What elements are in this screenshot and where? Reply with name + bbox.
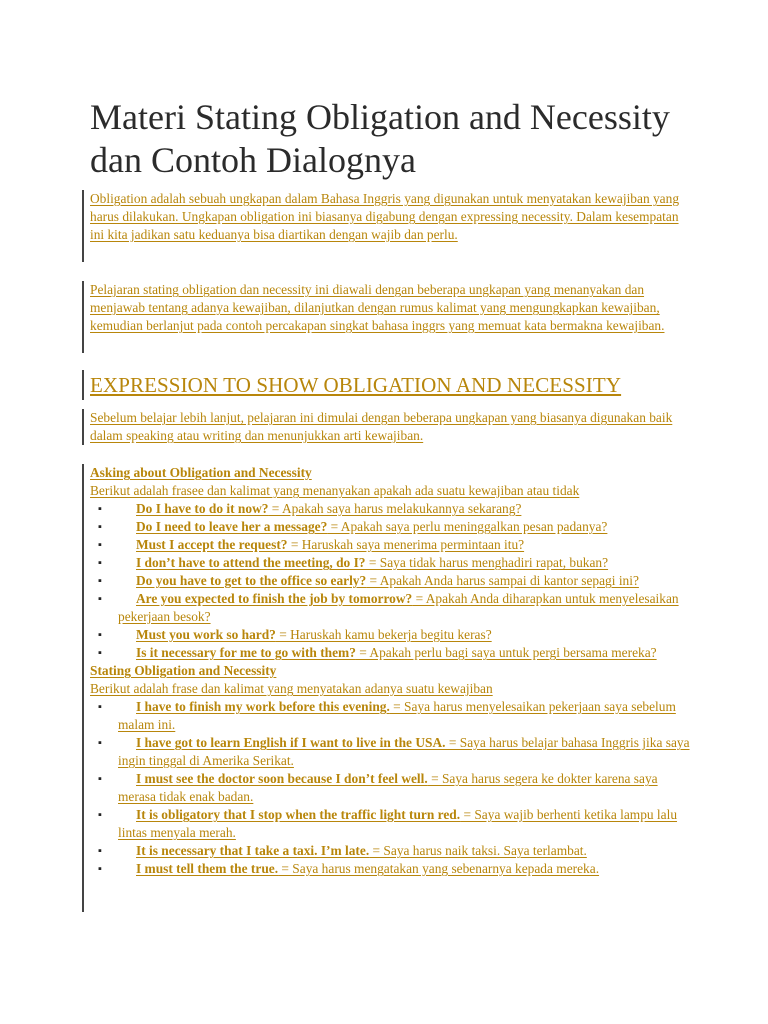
bullet-icon: ▪	[98, 647, 102, 659]
english-expression[interactable]: I have to finish my work before this evening.	[136, 699, 390, 714]
list-item	[90, 626, 690, 644]
list-item	[90, 590, 690, 626]
bullet-icon: ▪	[98, 557, 102, 569]
bullet-icon: ▪	[98, 575, 102, 587]
bullet-icon: ▪	[98, 593, 102, 605]
english-expression[interactable]: I must see the doctor soon because I don’t feel well.	[136, 771, 428, 786]
list-item	[90, 842, 690, 860]
translation[interactable]: = Saya harus menyelesaikan pekerjaan saya sebelum malam ini.	[118, 699, 676, 732]
intro-paragraph-2-text[interactable]: Pelajaran stating obligation dan necessity ini diawali dengan beberapa ungkapan yang menanyakan dan menjawab tentang adanya kewajiban, dilanjutkan dengan rumus kalimat yang mengungkapkan kewajiban, kemudian berlanjut pada contoh percakapan singkat bahasa inggrs yang memuat kata bermakna kewajiban.	[90, 282, 665, 333]
list-item	[90, 860, 690, 878]
list-item	[90, 536, 690, 554]
bullet-icon: ▪	[98, 737, 102, 749]
translation[interactable]: = Haruskah saya menerima permintaan itu?	[287, 537, 525, 552]
bullet-icon: ▪	[98, 863, 102, 875]
translation[interactable]: = Apakah saya harus melakukannya sekarang?	[268, 501, 522, 516]
list-item	[90, 554, 690, 572]
stating-heading[interactable]: Stating Obligation and Necessity	[90, 663, 277, 678]
quote-bar	[82, 281, 84, 353]
english-expression[interactable]: Is it necessary for me to go with them?	[136, 645, 356, 660]
intro-paragraph-1	[90, 190, 690, 244]
list-item	[90, 734, 690, 770]
bullet-icon: ▪	[98, 809, 102, 821]
intro-paragraph-1-text[interactable]: Obligation adalah sebuah ungkapan dalam Bahasa Inggris yang digunakan untuk menyatakan kewajiban yang harus dilakukan. Ungkapan obligation ini biasanya digabung dengan expressing necessity. Dalam kesempatan ini kita jadikan satu keduanya bisa diartikan dengan wajib dan perlu.	[90, 191, 680, 242]
english-expression[interactable]: I have got to learn English if I want to live in the USA.	[136, 735, 446, 750]
translation[interactable]: = Apakah Anda harus sampai di kantor sepagi ini?	[366, 573, 639, 588]
quote-bar	[82, 370, 84, 400]
translation[interactable]: = Apakah saya perlu meninggalkan pesan padanya?	[327, 519, 608, 534]
english-expression[interactable]: Are you expected to finish the job by tomorrow?	[136, 591, 413, 606]
quote-bar	[82, 409, 84, 445]
list-item	[90, 572, 690, 590]
list-item	[90, 500, 690, 518]
translation[interactable]: = Saya harus segera ke dokter karena saya merasa tidak enak badan.	[118, 771, 658, 804]
asking-intro[interactable]: Berikut adalah frasee dan kalimat yang menanyakan apakah ada suatu kewajiban atau tidak	[90, 483, 580, 498]
list-item	[90, 644, 690, 662]
english-expression[interactable]: I don’t have to attend the meeting, do I?	[136, 555, 366, 570]
english-expression[interactable]: It is necessary that I take a taxi. I’m late.	[136, 843, 370, 858]
list-item	[90, 698, 690, 734]
translation[interactable]: = Haruskah kamu bekerja begitu keras?	[275, 627, 492, 642]
english-expression[interactable]: Do I have to do it now?	[136, 501, 269, 516]
english-expression[interactable]: Do you have to get to the office so early?	[136, 573, 367, 588]
english-expression[interactable]: Do I need to leave her a message?	[136, 519, 328, 534]
translation[interactable]: = Saya wajib berhenti ketika lampu lalu lintas menyala merah.	[118, 807, 678, 840]
translation[interactable]: = Saya harus mengatakan yang sebenarnya kepada mereka.	[278, 861, 600, 876]
english-expression[interactable]: Must I accept the request?	[136, 537, 288, 552]
list-item	[90, 806, 690, 842]
translation[interactable]: = Saya harus naik taksi. Saya terlambat.	[369, 843, 587, 858]
english-expression[interactable]: It is obligatory that I stop when the traffic light turn red.	[136, 807, 461, 822]
list-item	[90, 770, 690, 806]
page-title: Materi Stating Obligation and Necessity dan Contoh Dialognya	[90, 97, 670, 180]
bullet-icon: ▪	[98, 539, 102, 551]
asking-heading[interactable]: Asking about Obligation and Necessity	[90, 465, 312, 480]
stating-list	[90, 698, 690, 878]
asking-list	[90, 500, 690, 662]
english-expression[interactable]: Must you work so hard?	[136, 627, 276, 642]
translation[interactable]: = Saya tidak harus menghadiri rapat, bukan?	[365, 555, 609, 570]
quote-bar	[82, 464, 84, 912]
expressions-block	[90, 464, 690, 878]
stating-intro[interactable]: Berikut adalah frase dan kalimat yang menyatakan adanya suatu kewajiban	[90, 681, 493, 696]
quote-bar	[82, 190, 84, 262]
section-intro	[90, 409, 690, 445]
bullet-icon: ▪	[98, 845, 102, 857]
bullet-icon: ▪	[98, 773, 102, 785]
translation[interactable]: = Apakah Anda diharapkan untuk menyelesaikan pekerjaan besok?	[118, 591, 679, 624]
section-intro-text[interactable]: Sebelum belajar lebih lanjut, pelajaran ini dimulai dengan beberapa ungkapan yang biasanya digunakan baik dalam speaking atau writing dan menunjukkan arti kewajiban.	[90, 410, 673, 443]
bullet-icon: ▪	[98, 701, 102, 713]
intro-paragraph-2	[90, 281, 690, 335]
translation[interactable]: = Saya harus belajar bahasa Inggris jika saya ingin tinggal di Amerika Serikat.	[118, 735, 690, 768]
list-item	[90, 518, 690, 536]
bullet-icon: ▪	[98, 629, 102, 641]
translation[interactable]: = Apakah perlu bagi saya untuk pergi bersama mereka?	[355, 645, 657, 660]
english-expression[interactable]: I must tell them the true.	[136, 861, 279, 876]
bullet-icon: ▪	[98, 503, 102, 515]
section-heading[interactable]: EXPRESSION TO SHOW OBLIGATION AND NECESSITY	[90, 373, 622, 397]
bullet-icon: ▪	[98, 521, 102, 533]
